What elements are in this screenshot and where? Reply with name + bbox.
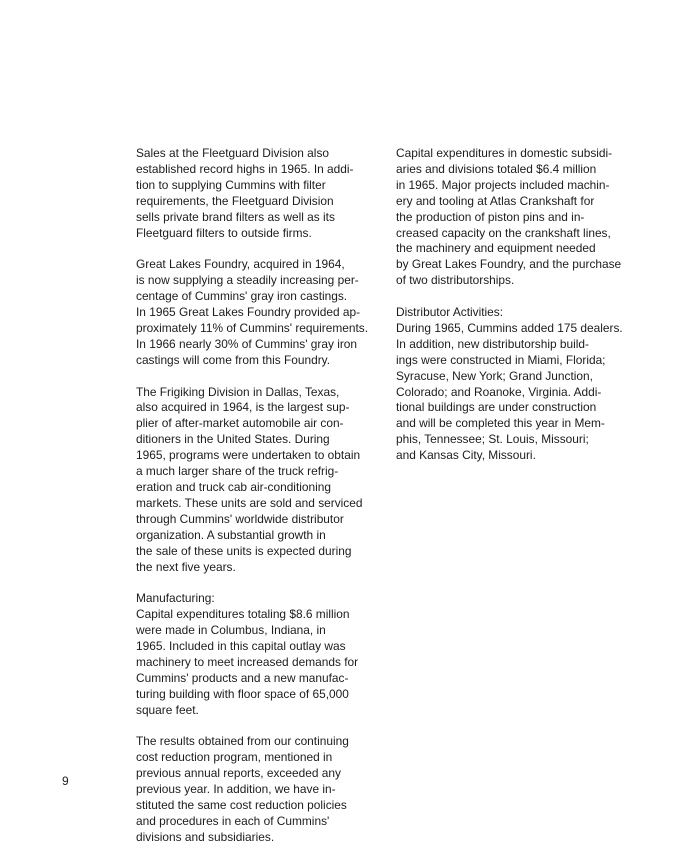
text-line: In 1966 nearly 30% of Cummins' gray iron: [136, 336, 358, 351]
text-line: cost reduction program, mentioned in: [136, 750, 333, 765]
text-line: the sale of these units is expected during: [136, 543, 352, 558]
text-line: castings will come from this Foundry.: [136, 352, 331, 367]
text-line: stituted the same cost reduction policies: [136, 798, 347, 813]
text-line: ery and tooling at Atlas Crankshaft for: [396, 193, 595, 208]
text-line: proximately 11% of Cummins' requirements.: [136, 320, 369, 335]
text-line: also acquired in 1964, is the largest sup-: [136, 400, 350, 415]
text-line: plier of after-market automobile air con-: [136, 416, 344, 431]
text-line: the next five years.: [136, 559, 236, 574]
text-line: creased capacity on the crankshaft lines,: [396, 225, 611, 240]
paragraph: [396, 146, 646, 289]
text-line: During 1965, Cummins added 175 dealers.: [396, 320, 623, 335]
left-column: [136, 146, 388, 862]
text-line: In 1965 Great Lakes Foundry provided ap-: [136, 305, 361, 320]
paragraph: [136, 257, 388, 368]
text-line: Sales at the Fleetguard Division also: [136, 146, 329, 160]
text-line: requirements, the Fleetguard Division: [136, 193, 334, 208]
text-line: Great Lakes Foundry, acquired in 1964,: [136, 257, 345, 272]
text-line: turing building with floor space of 65,000: [136, 686, 349, 701]
text-line: Capital expenditures totaling $8.6 million: [136, 607, 350, 622]
text-line: Capital expenditures in domestic subsidi-: [396, 146, 613, 160]
text-line: were made in Columbus, Indiana, in: [136, 623, 326, 638]
text-line: the machinery and equipment needed: [396, 241, 596, 256]
text-line: tion to supplying Cummins with filter: [136, 177, 326, 192]
paragraph: [136, 146, 388, 241]
text-line: Cummins' products and a new manufac-: [136, 670, 349, 685]
text-line: of two distributorships.: [396, 273, 515, 288]
right-column: [396, 146, 646, 480]
text-line: is now supplying a steadily increasing per-: [136, 273, 359, 288]
text-line: the production of piston pins and in-: [396, 209, 585, 224]
paragraph: [136, 591, 388, 718]
text-line: centage of Cummins' gray iron castings.: [136, 289, 348, 304]
text-line: tional buildings are under construction: [396, 400, 597, 415]
text-line: by Great Lakes Foundry, and the purchase: [396, 257, 622, 272]
paragraph: [396, 305, 646, 464]
text-line: In addition, new distributorship build-: [396, 336, 590, 351]
text-line: 1965. Included in this capital outlay was: [136, 639, 346, 654]
text-line: Manufacturing:: [136, 591, 215, 606]
text-line: and Kansas City, Missouri.: [396, 448, 536, 463]
text-line: machinery to meet increased demands for: [136, 654, 359, 669]
text-line: divisions and subsidiaries.: [136, 829, 275, 844]
text-line: Syracuse, New York; Grand Junction,: [396, 368, 593, 383]
text-line: The Frigiking Division in Dallas, Texas,: [136, 384, 340, 399]
paragraph: [136, 385, 388, 576]
text-line: square feet.: [136, 702, 199, 717]
paragraph: [136, 734, 388, 845]
text-line: and procedures in each of Cummins': [136, 814, 330, 828]
text-line: established record highs in 1965. In addi-: [136, 161, 354, 176]
text-line: aries and divisions totaled $6.4 million: [396, 161, 597, 176]
text-line: sells private brand filters as well as its: [136, 209, 335, 224]
text-line: eration and truck cab air-conditioning: [136, 480, 331, 494]
text-line: through Cummins' worldwide distributor: [136, 511, 344, 526]
text-line: organization. A substantial growth in: [136, 527, 326, 542]
text-line: ditioners in the United States. During: [136, 432, 330, 447]
text-line: in 1965. Major projects included machin-: [396, 177, 610, 192]
text-line: phis, Tennessee; St. Louis, Missouri;: [396, 432, 589, 447]
page-number: 9: [62, 774, 69, 788]
text-line: ings were constructed in Miami, Florida;: [396, 352, 606, 367]
text-line: 1965, programs were undertaken to obtain: [136, 448, 361, 463]
text-line: The results obtained from our continuing: [136, 734, 349, 749]
text-line: Distributor Activities:: [396, 305, 504, 320]
text-line: Colorado; and Roanoke, Virginia. Addi-: [396, 384, 602, 399]
text-line: markets. These units are sold and serviced: [136, 495, 363, 510]
text-line: previous annual reports, exceeded any: [136, 766, 341, 781]
text-line: previous year. In addition, we have in-: [136, 782, 336, 797]
text-line: Fleetguard filters to outside firms.: [136, 225, 312, 240]
text-line: and will be completed this year in Mem-: [396, 416, 605, 431]
text-line: a much larger share of the truck refrig-: [136, 464, 339, 479]
